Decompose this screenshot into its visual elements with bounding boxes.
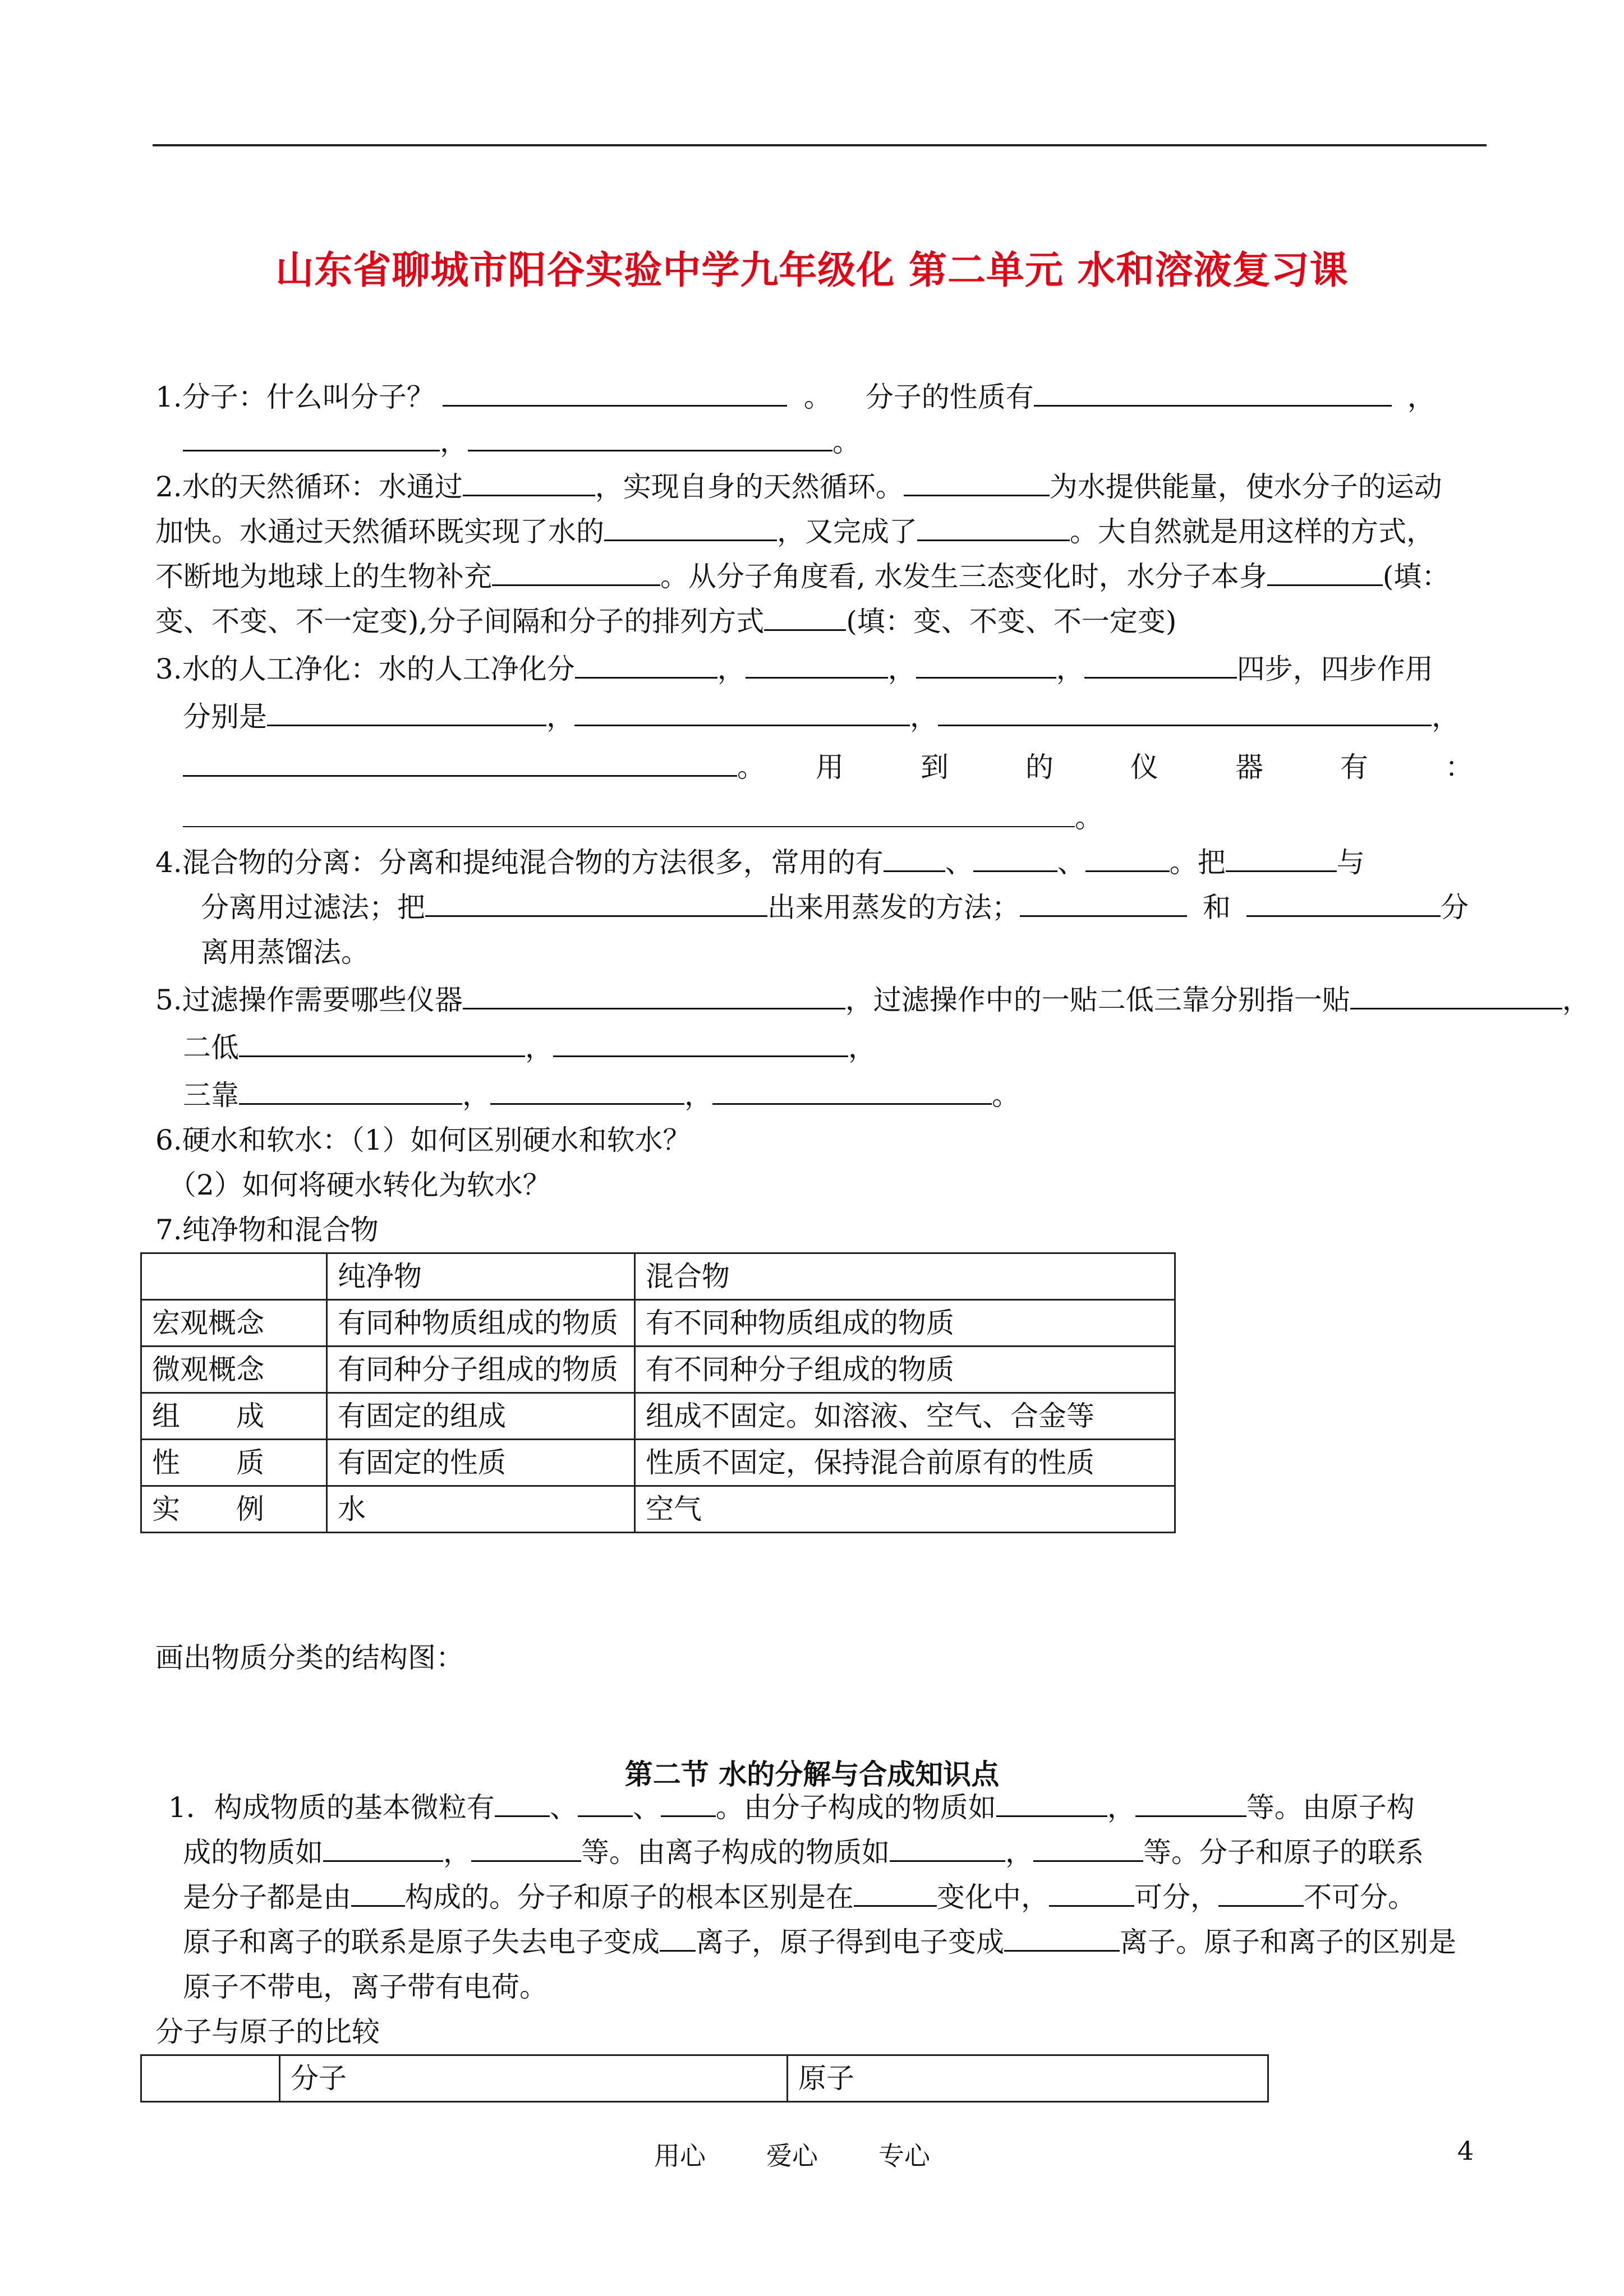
blank xyxy=(183,425,440,451)
q6-line-2: （2）如何将硬水转化为软水？ xyxy=(168,1169,551,1201)
blank xyxy=(916,652,1056,679)
q4-line-3: 离用蒸馏法。 xyxy=(201,936,369,969)
q4-line-2: 分离用过滤法；把 出来用蒸发的方法； 和 分 xyxy=(201,891,1469,924)
blank xyxy=(1246,891,1441,917)
draw-structure-label: 画出物质分类的结构图： xyxy=(155,1642,464,1674)
pure-mixture-table xyxy=(140,1252,1176,1533)
table-row: 性 质 有固定的性质 性质不固定，保持混合前原有的性质 xyxy=(141,1440,1175,1486)
table-header-row: 分子 原子 xyxy=(141,2055,1268,2102)
q3-line-1: 3.水的人工净化：水的人工净化分 ， ， ， 四步，四步作用 xyxy=(155,653,1433,685)
s2-line-5: 原子不带电，离子带有电荷。 xyxy=(183,1971,548,2003)
blank xyxy=(267,700,546,726)
q2-line-3: 不断地为地球上的生物补充 。从分子角度看, 水发生三态变化时，水分子本身 (填： xyxy=(155,560,1450,593)
blank xyxy=(490,1078,684,1105)
blank xyxy=(1034,380,1392,407)
blank xyxy=(1350,983,1562,1009)
blank xyxy=(884,846,945,872)
blank xyxy=(973,846,1057,872)
q6-line-1: 6.硬水和软水：（1）如何区别硬水和软水？ xyxy=(155,1124,691,1156)
blank xyxy=(1085,846,1170,872)
blank xyxy=(604,515,777,541)
q3-line-4: 。 xyxy=(183,801,1103,835)
table-row: 实 例 水 空气 xyxy=(141,1486,1175,1533)
footer-item: 专心 xyxy=(878,2141,930,2171)
blank xyxy=(1135,1791,1246,1817)
q3-line-3: 。 用 到 的 仪 器 有 ： xyxy=(183,750,1473,784)
s2-line-1: 1．构成物质的基本微粒有 、 、 。由分子构成的物质如 ， 等。由原子构 xyxy=(168,1791,1415,1824)
blank xyxy=(938,700,1432,726)
q1-line-1: 1.分子：什么叫分子？ 。 分子的性质有 ， xyxy=(155,381,1436,413)
blank xyxy=(463,470,595,496)
s2-line-3: 是分子都是由 构成的。分子和原子的根本区别是在 变化中， 可分， 不可分。 xyxy=(183,1881,1416,1914)
q5-line-3: 三靠 ， ， 。 xyxy=(183,1079,1020,1112)
page-title: 山东省聊城市阳谷实验中学九年级化 第二单元 水和溶液复习课 xyxy=(275,248,1349,293)
blank xyxy=(574,700,910,726)
blank xyxy=(323,1836,443,1862)
blank xyxy=(1218,1880,1304,1907)
blank xyxy=(443,380,787,407)
table-row: 组 成 有固定的组成 组成不固定。如溶液、空气、合金等 xyxy=(141,1393,1175,1440)
blank xyxy=(660,1925,696,1952)
blank xyxy=(904,470,1050,496)
q2-line-4: 变、不变、不一定变),分子间隔和分子的排列方式 (填：变、不变、不一定变) xyxy=(155,605,1177,638)
blank xyxy=(854,1880,937,1907)
q2-line-1: 2.水的天然循环：水通过 ，实现自身的天然循环。 为水提供能量，使水分子的运动 xyxy=(155,471,1442,503)
table-header-row: 纯净物 混合物 xyxy=(141,1253,1175,1300)
blank xyxy=(1004,1925,1120,1952)
blank xyxy=(764,605,846,631)
header-rule xyxy=(153,144,1487,146)
footer-item: 用心 xyxy=(654,2141,706,2171)
blank xyxy=(578,1791,633,1817)
blank xyxy=(239,1078,462,1105)
page-number: 4 xyxy=(1457,2136,1474,2166)
blank xyxy=(239,1031,525,1057)
footer-item: 爱心 xyxy=(766,2141,818,2171)
blank xyxy=(575,652,717,679)
section-heading: 第二节 水的分解与合成知识点 xyxy=(624,1758,1000,1791)
blank xyxy=(1049,1880,1134,1907)
blank xyxy=(1267,560,1383,586)
blank xyxy=(917,515,1070,541)
blank xyxy=(890,1836,1005,1862)
blank xyxy=(661,1791,716,1817)
blank xyxy=(492,560,660,586)
s2-line-4: 原子和离子的联系是原子失去电子变成 离子，原子得到电子变成 离子。原子和离子的区别是 xyxy=(183,1926,1456,1958)
q5-line-2: 二低 ， ， xyxy=(183,1031,876,1064)
blank xyxy=(1033,1836,1143,1862)
blank xyxy=(183,801,1075,827)
q3-line-2: 分别是 ， ， ， xyxy=(183,700,1460,733)
blank xyxy=(425,891,767,917)
q2-line-2: 加快。水通过天然循环既实现了水的 ，又完成了 。大自然就是用这样的方式， xyxy=(155,515,1434,548)
table-row: 宏观概念 有同种物质组成的物质 有不同种物质组成的物质 xyxy=(141,1300,1175,1347)
s2-line-2: 成的物质如 ， 等。由离子构成的物质如 ， 等。分子和原子的联系 xyxy=(183,1836,1424,1869)
blank xyxy=(351,1880,405,1907)
table-row: 微观概念 有同种分子组成的物质 有不同种分子组成的物质 xyxy=(141,1347,1175,1393)
q3-instrument-label: 用 到 的 仪 器 有 ： xyxy=(816,751,1473,783)
blank xyxy=(183,750,737,777)
blank xyxy=(471,1836,581,1862)
q5-line-1: 5.过滤操作需要哪些仪器 ，过滤操作中的一贴二低三靠分别指一贴 ， xyxy=(155,984,1590,1016)
blank xyxy=(1084,652,1237,679)
blank xyxy=(463,983,845,1009)
blank xyxy=(996,1791,1107,1817)
blank xyxy=(1020,891,1187,917)
compare-label: 分子与原子的比较 xyxy=(155,2016,380,2048)
blank xyxy=(712,1078,992,1105)
blank xyxy=(468,425,832,451)
q7-label: 7.纯净物和混合物 xyxy=(155,1214,379,1246)
blank xyxy=(1226,846,1337,872)
blank xyxy=(495,1791,550,1817)
blank xyxy=(746,652,888,679)
q4-line-1: 4.混合物的分离：分离和提纯混合物的方法很多，常用的有 、 、 。把 与 xyxy=(155,846,1365,879)
molecule-atom-table xyxy=(140,2054,1269,2103)
q1-line-2: ， 。 xyxy=(183,425,861,459)
blank xyxy=(553,1031,848,1057)
